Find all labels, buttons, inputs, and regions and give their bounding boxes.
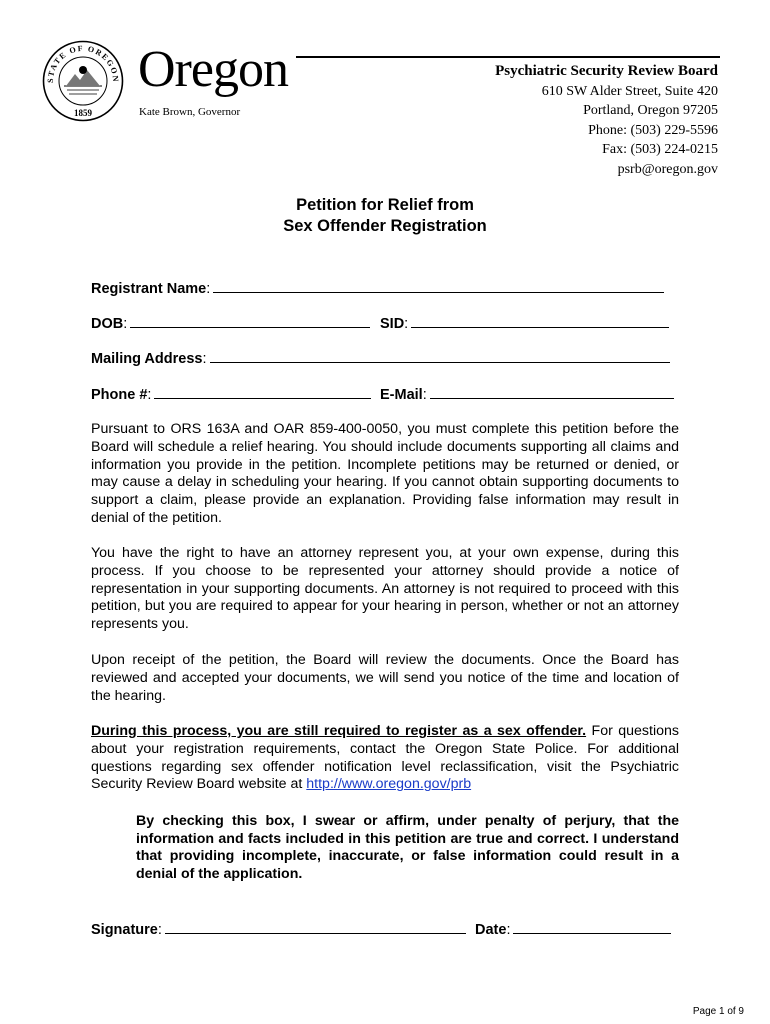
page-number: Page 1 of 9 [692, 1006, 744, 1017]
dob-field: DOB: [91, 314, 370, 332]
paragraph-4-text: For questions about your registration requirements, contact the Oregon State Police. For additional questions regarding sex offender notification level reclassification, visit the Psychiatric Security Review Board website at [91, 723, 679, 793]
email-label: E-Mail [380, 387, 423, 403]
mailing-address-input[interactable] [210, 349, 670, 363]
address-line-1: 610 SW Alder Street, Suite 420 [541, 83, 718, 99]
governor-name: Kate Brown, Governor [139, 106, 241, 118]
header-divider [296, 56, 720, 58]
board-email: psrb@oregon.gov [617, 161, 718, 177]
state-seal-icon [42, 40, 124, 122]
registrant-name-field: Registrant Name: [91, 279, 664, 297]
dob-label: DOB [91, 316, 124, 332]
page-title-line-1: Petition for Relief from [296, 196, 474, 214]
phone-field: Phone #: [91, 385, 371, 403]
signature-input[interactable] [165, 920, 466, 934]
phone-input[interactable] [154, 385, 371, 399]
seal-text: STATE OF OREGON [45, 43, 121, 84]
oregon-logo-word: Oregon [138, 41, 288, 98]
instructions-paragraph-4 [91, 723, 679, 794]
phone-label: Phone # [91, 387, 148, 403]
mailing-address-field: Mailing Address: [91, 349, 670, 367]
instructions-paragraph-1: Pursuant to ORS 163A and OAR 859-400-0050, you must complete this petition before the Board will schedule a relief hearing. You should include documents supporting all claims and information you provide in the petition. Incomplete petitions may be returned or denied, or may cause a delay in scheduling your hearing. If you cannot obtain supporting documents to support a claim, please provide an explanation. Providing false information may result in denial of the petition. [91, 421, 679, 526]
prb-website-link[interactable]: http://www.oregon.gov/prb [306, 776, 472, 793]
sid-input[interactable] [411, 314, 669, 328]
registrant-name-label: Registrant Name [91, 281, 207, 297]
mailing-address-label: Mailing Address [91, 351, 203, 367]
date-label: Date [475, 922, 507, 938]
dob-input[interactable] [130, 314, 370, 328]
signature-label: Signature [91, 922, 158, 938]
address-line-2: Portland, Oregon 97205 [583, 103, 718, 119]
instructions-paragraph-3: Upon receipt of the petition, the Board will review the documents. Once the Board has reviewed and accepted your documents, we will send you notice of the time and location of the hearing. [91, 652, 679, 704]
page-title-line-2: Sex Offender Registration [283, 217, 487, 235]
seal-year: 1859 [74, 108, 92, 118]
board-phone: Phone: (503) 229-5596 [588, 122, 718, 138]
email-input[interactable] [430, 385, 674, 399]
date-field: Date: [475, 920, 671, 938]
sid-label: SID [380, 316, 405, 332]
sid-field: SID: [380, 314, 669, 332]
registration-warning: During this process, you are still required to register as a sex offender. [91, 723, 587, 739]
email-field: E-Mail: [380, 385, 674, 403]
board-name: Psychiatric Security Review Board [495, 63, 718, 79]
registrant-name-input[interactable] [213, 279, 664, 293]
instructions-paragraph-2: You have the right to have an attorney represent you, at your own expense, during this process. If you choose to be represented your attorney should provide a notice of representation in your supporting documents. An attorney is not required to proceed with this petition, but you are required to appear for your hearing in person, whether or not an attorney represents you. [91, 545, 679, 633]
date-input[interactable] [513, 920, 671, 934]
perjury-affirmation: By checking this box, I swear or affirm, under penalty of perjury, that the information and facts included in this petition are true and correct. I understand that providing incomplete, inaccurate, or false information could result in a denial of the application. [136, 813, 679, 882]
board-contact-block [495, 62, 718, 180]
signature-field: Signature: [91, 920, 466, 938]
board-fax: Fax: (503) 224-0215 [602, 142, 718, 158]
